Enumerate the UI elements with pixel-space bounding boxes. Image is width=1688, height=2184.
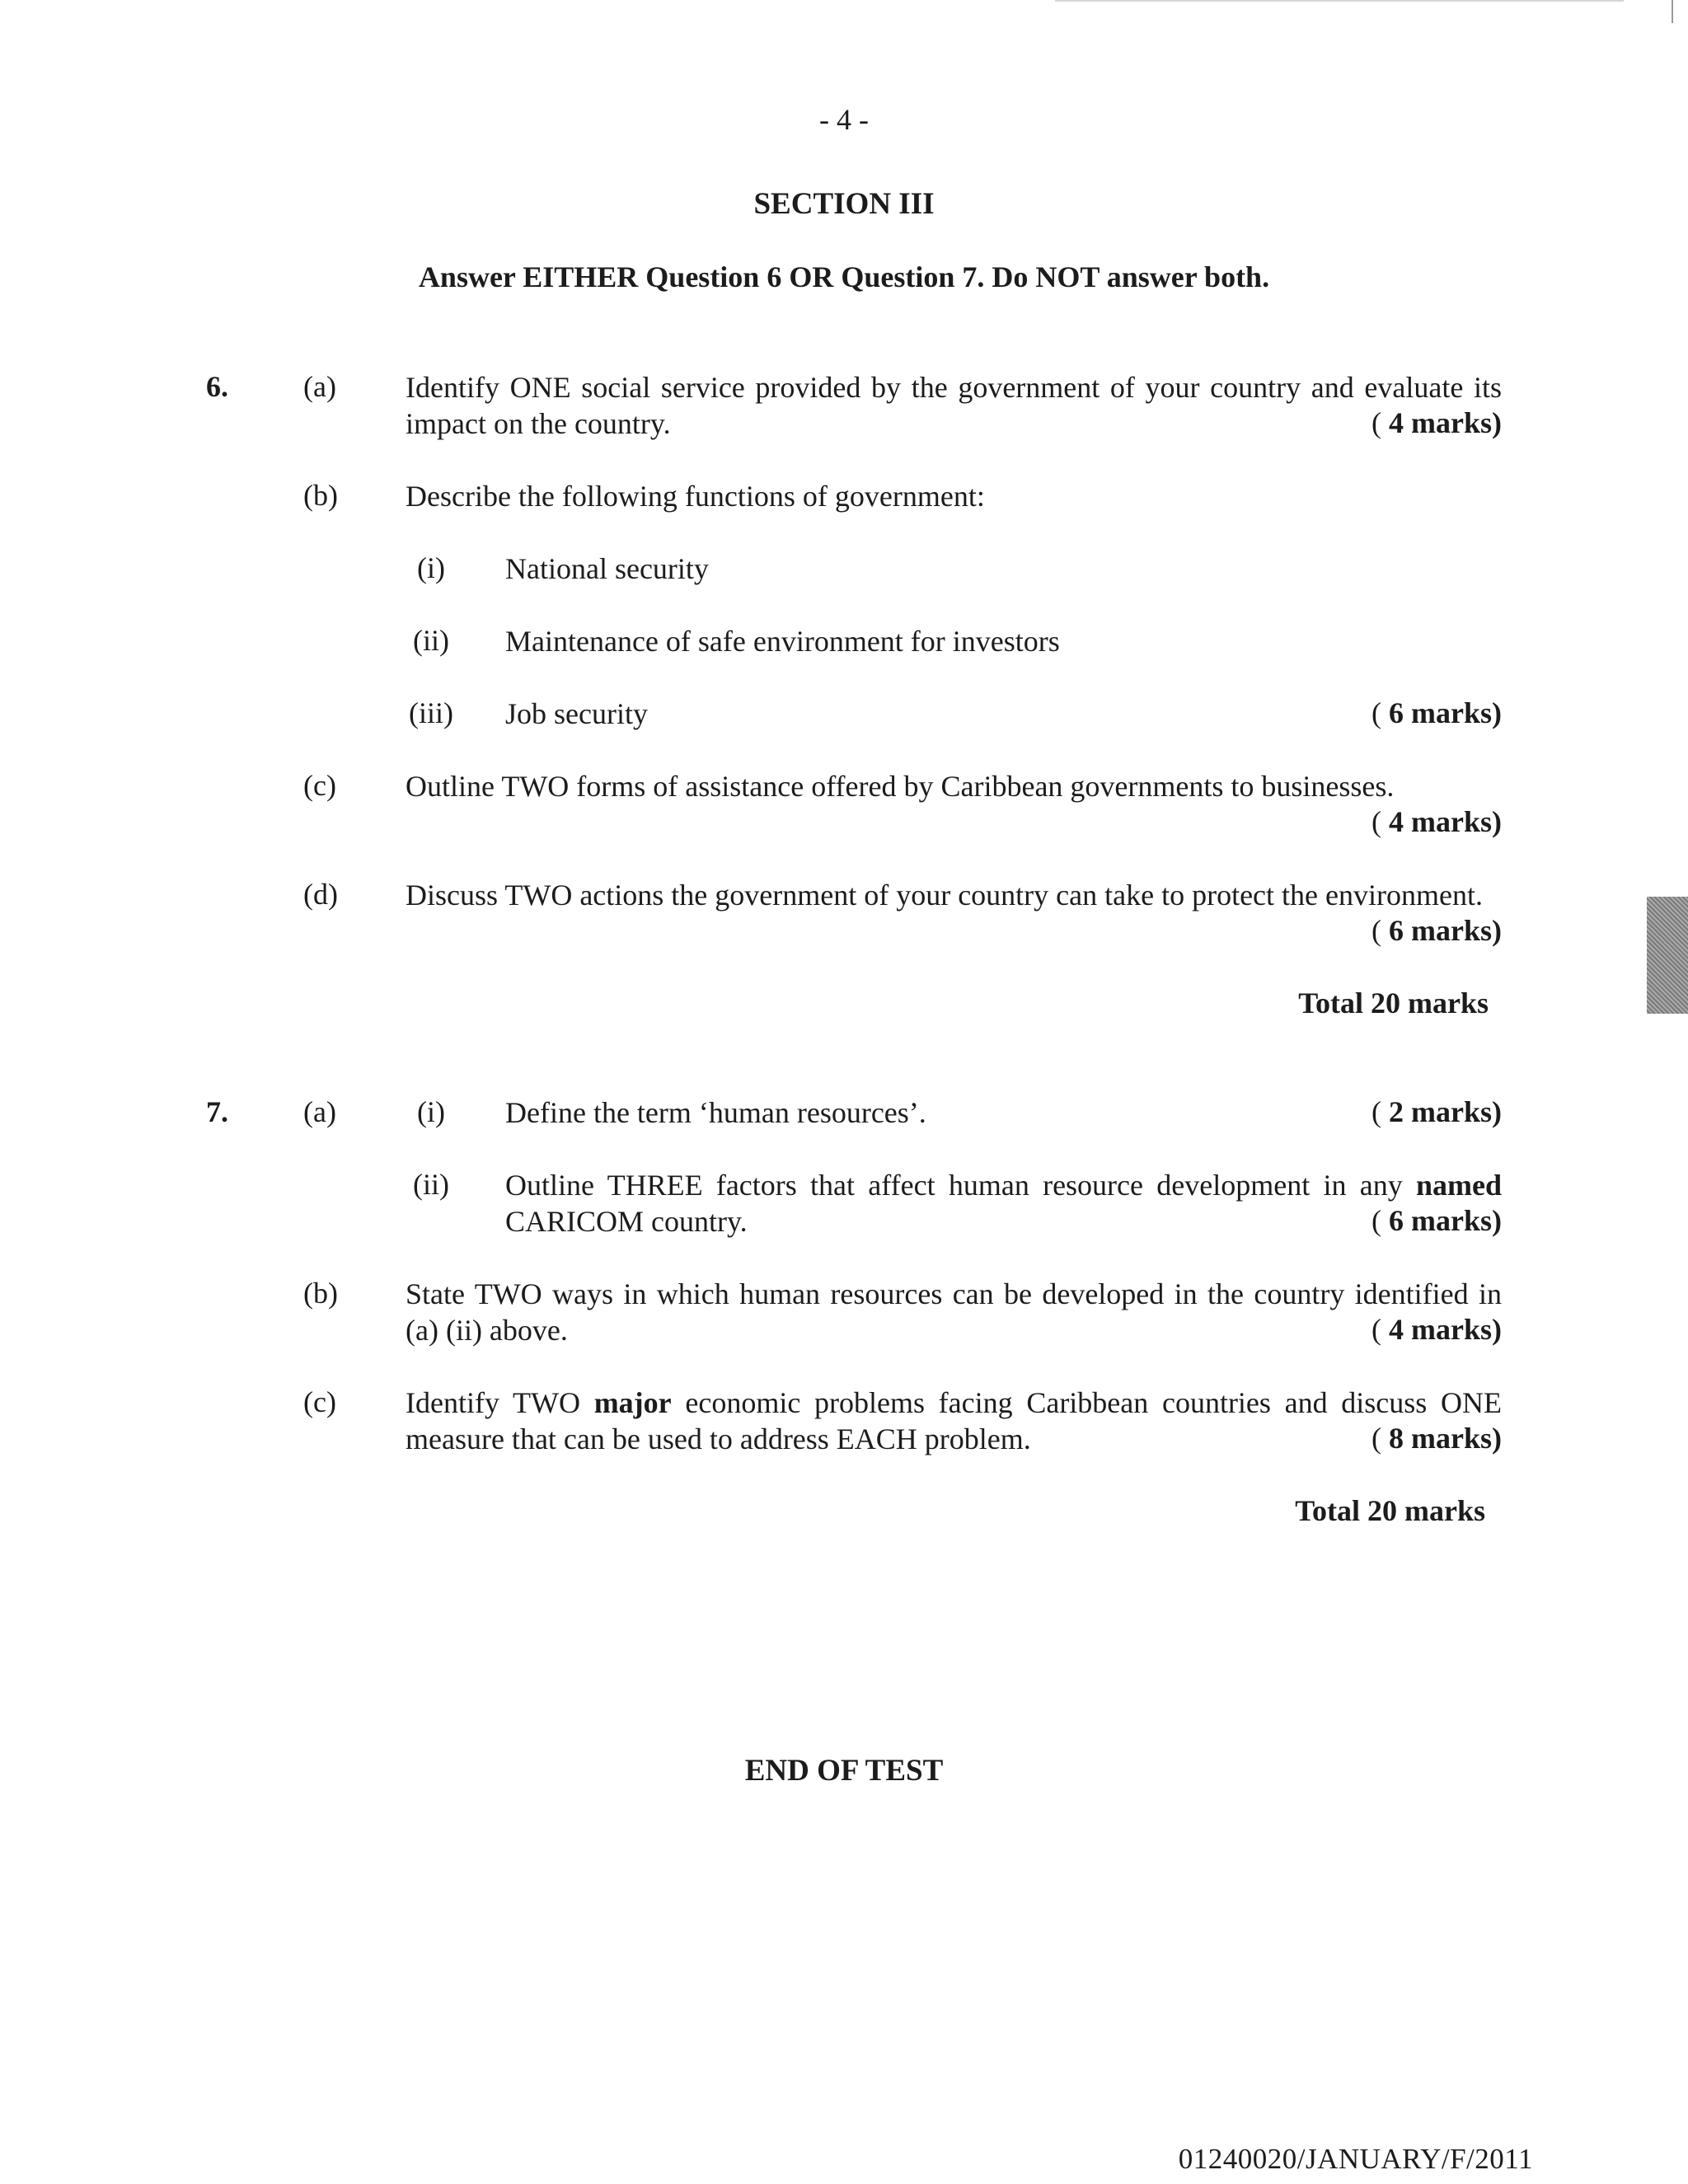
question-7-total: Total 20 marks: [1295, 1494, 1485, 1527]
paper-code: 01240020/JANUARY/F/2011: [1178, 2143, 1533, 2175]
subpart-label: (i): [417, 551, 445, 584]
marks-6c: ( 4 marks): [1372, 805, 1502, 838]
marks-7aii: ( 6 marks): [1372, 1204, 1502, 1237]
question-7aii-text: Outline THREE factors that affect human resource development in any named CARICOM country.: [505, 1169, 1502, 1238]
question-6d-text: Discuss TWO actions the government of your country can take to protect the environment.: [406, 879, 1483, 912]
question-6a-text: Identify ONE social service provided by the government of your country and evaluate its impact on the country.: [406, 371, 1502, 440]
marks-6b: ( 6 marks): [1372, 696, 1502, 729]
part-label: (a): [303, 370, 336, 403]
marks-6a: ( 4 marks): [1372, 406, 1502, 439]
end-of-test: END OF TEST: [744, 1754, 944, 1788]
question-6b-text: Describe the following functions of government:: [406, 480, 985, 513]
scan-top-border: [1055, 0, 1624, 2]
subpart-label: (i): [417, 1095, 445, 1128]
question-number: 6.: [206, 370, 228, 403]
part-label: (c): [303, 769, 336, 802]
subpart-text: Job security: [505, 697, 648, 730]
section-title: SECTION III: [753, 187, 935, 221]
section-instruction: Answer EITHER Question 6 OR Question 7. Do NOT answer both.: [418, 260, 1270, 293]
question-7c-text: Identify TWO major economic problems facing Caribbean countries and discuss ONE measure that can be used to address EACH problem.: [406, 1386, 1502, 1455]
question-number: 7.: [206, 1095, 228, 1128]
marks-7b: ( 4 marks): [1372, 1313, 1502, 1346]
subpart-text: National security: [505, 552, 709, 585]
part-label: (b): [303, 479, 338, 512]
scan-edge-mark: [1672, 0, 1673, 23]
thumb-index-tab: [1647, 897, 1688, 1014]
page-number: - 4 -: [819, 103, 869, 136]
marks-6d: ( 6 marks): [1372, 914, 1502, 947]
question-6c-text: Outline TWO forms of assistance offered by Caribbean governments to businesses.: [406, 770, 1395, 803]
marks-7ai: ( 2 marks): [1372, 1095, 1502, 1128]
part-label: (a): [303, 1095, 336, 1128]
subpart-label: (ii): [413, 1168, 449, 1201]
part-label: (b): [303, 1277, 338, 1310]
subpart-text: Maintenance of safe environment for investors: [505, 625, 1060, 658]
marks-7c: ( 8 marks): [1372, 1422, 1502, 1455]
question-7b-text: State TWO ways in which human resources can be developed in the country identified in (a) (ii) above.: [406, 1277, 1502, 1347]
question-6-total: Total 20 marks: [1298, 987, 1489, 1019]
part-label: (d): [303, 878, 338, 911]
question-7ai-text: Define the term ‘human resources’.: [505, 1096, 926, 1129]
part-label: (c): [303, 1385, 336, 1418]
subpart-label: (ii): [413, 624, 449, 657]
subpart-label: (iii): [409, 696, 453, 729]
